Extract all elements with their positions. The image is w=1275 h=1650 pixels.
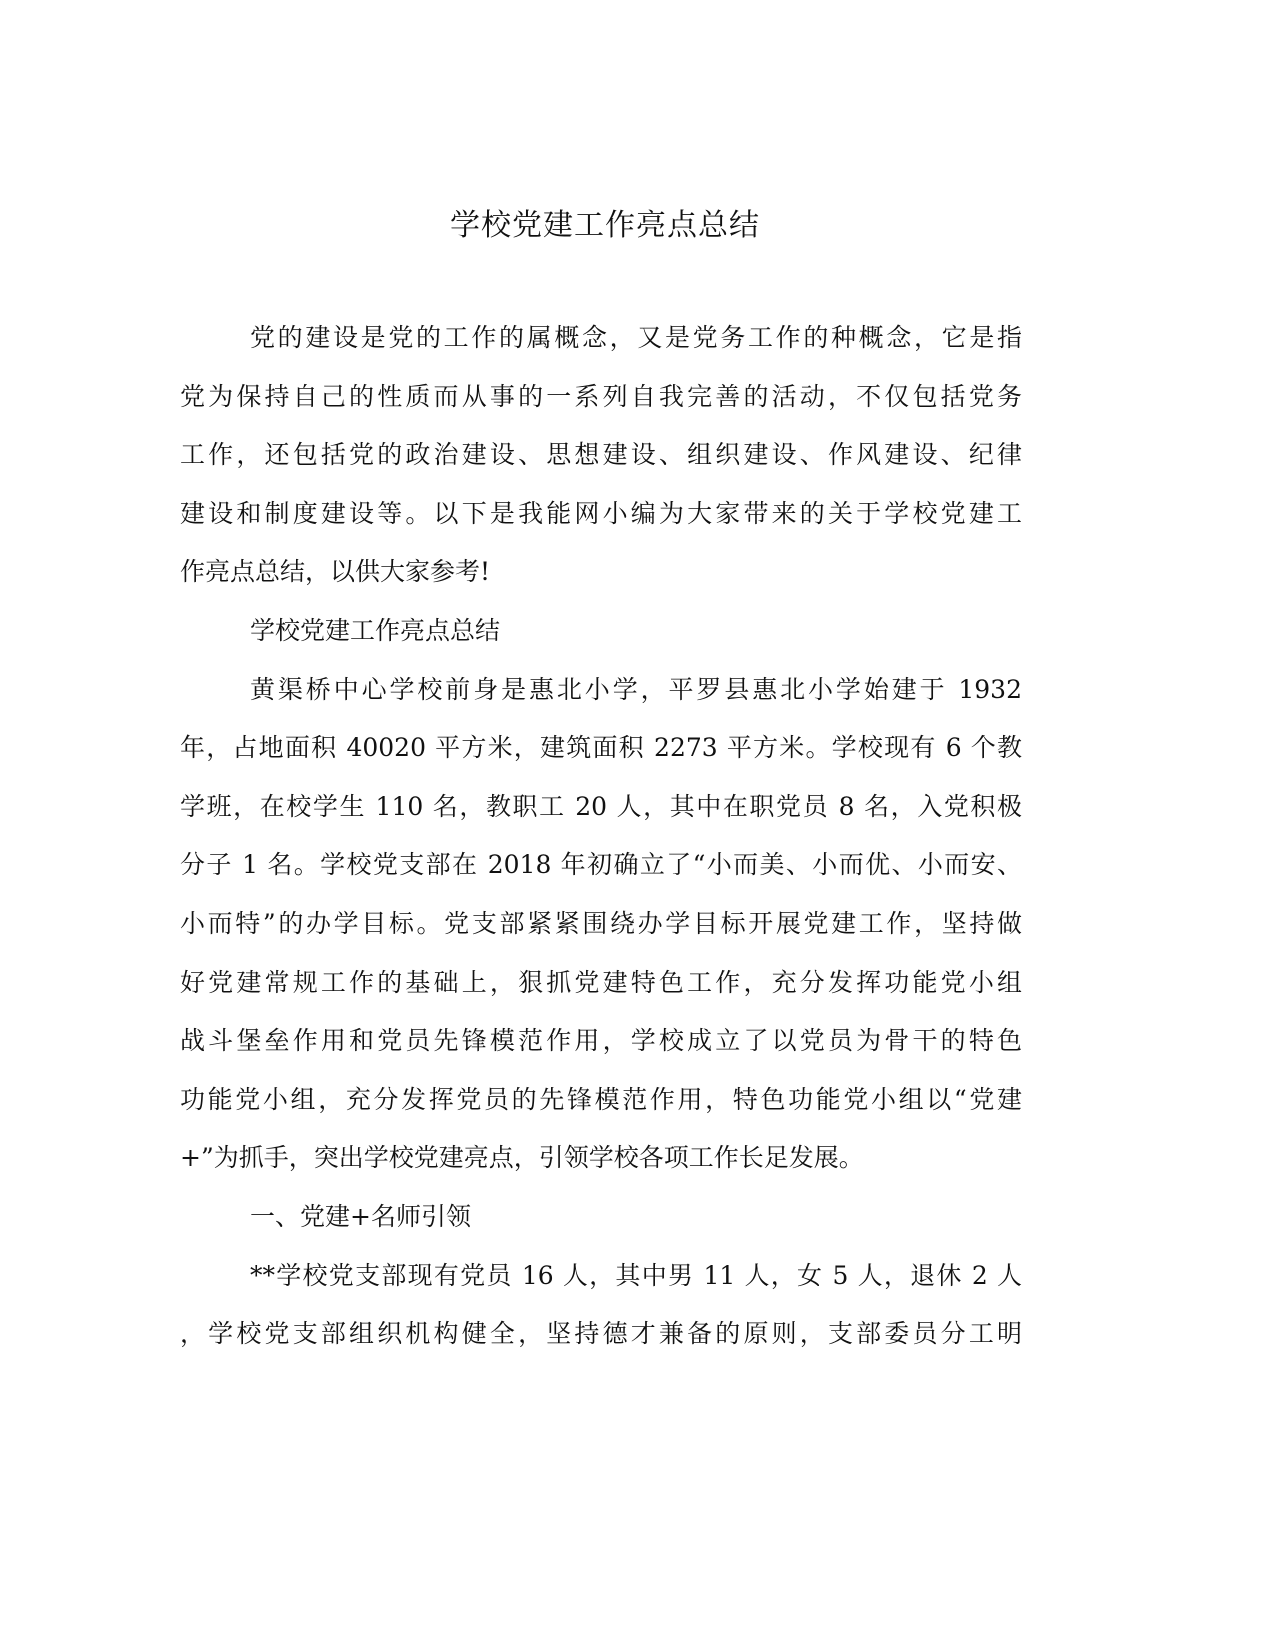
text-line: 党的建设是党的工作的属概念，又是党务工作的种概念，它是指: [250, 323, 1022, 352]
text-line: 年，占地面积 40020 平方米，建筑面积 2273 平方米。学校现有 6 个教: [180, 733, 1022, 763]
text-line: 学校党建工作亮点总结: [250, 615, 501, 645]
text-line: 分子 1 名。学校党支部在 2018 年初确立了“小而美、小而优、小而安、: [180, 850, 1022, 880]
text-line: 黄渠桥中心学校前身是惠北小学，平罗县惠北小学始建于 1932: [250, 674, 1022, 704]
text-line: 建设和制度建设等。以下是我能网小编为大家带来的关于学校党建工: [180, 498, 1022, 528]
text-line: 好党建常规工作的基础上，狠抓党建特色工作，充分发挥功能党小组: [180, 967, 1022, 997]
text-line: 一、党建+名师引领: [250, 1201, 471, 1231]
text-line: +”为抓手，突出学校党建亮点，引领学校各项工作长足发展。: [180, 1143, 864, 1173]
document-title: 学校党建工作亮点总结: [450, 208, 760, 243]
text-line: 作亮点总结，以供大家参考!: [180, 557, 491, 587]
document-body: [180, 318, 1022, 1373]
text-line: 小而特”的办学目标。党支部紧紧围绕办学目标开展党建工作，坚持做: [180, 908, 1022, 938]
text-line: 学班，在校学生 110 名，教职工 20 人，其中在职党员 8 名，入党积极: [180, 791, 1022, 821]
text-line: 功能党小组，充分发挥党员的先锋模范作用，特色功能党小组以“党建: [180, 1084, 1022, 1114]
text-line: 工作，还包括党的政治建设、思想建设、组织建设、作风建设、纪律: [180, 440, 1022, 470]
text-line: ，学校党支部组织机构健全，坚持德才兼备的原则，支部委员分工明: [180, 1319, 1022, 1349]
text-line: 战斗堡垒作用和党员先锋模范作用，学校成立了以党员为骨干的特色: [180, 1026, 1022, 1056]
text-line: 党为保持自己的性质而从事的一系列自我完善的活动，不仅包括党务: [180, 381, 1022, 411]
text-line: **学校党支部现有党员 16 人，其中男 11 人，女 5 人，退休 2 人: [250, 1260, 1022, 1290]
